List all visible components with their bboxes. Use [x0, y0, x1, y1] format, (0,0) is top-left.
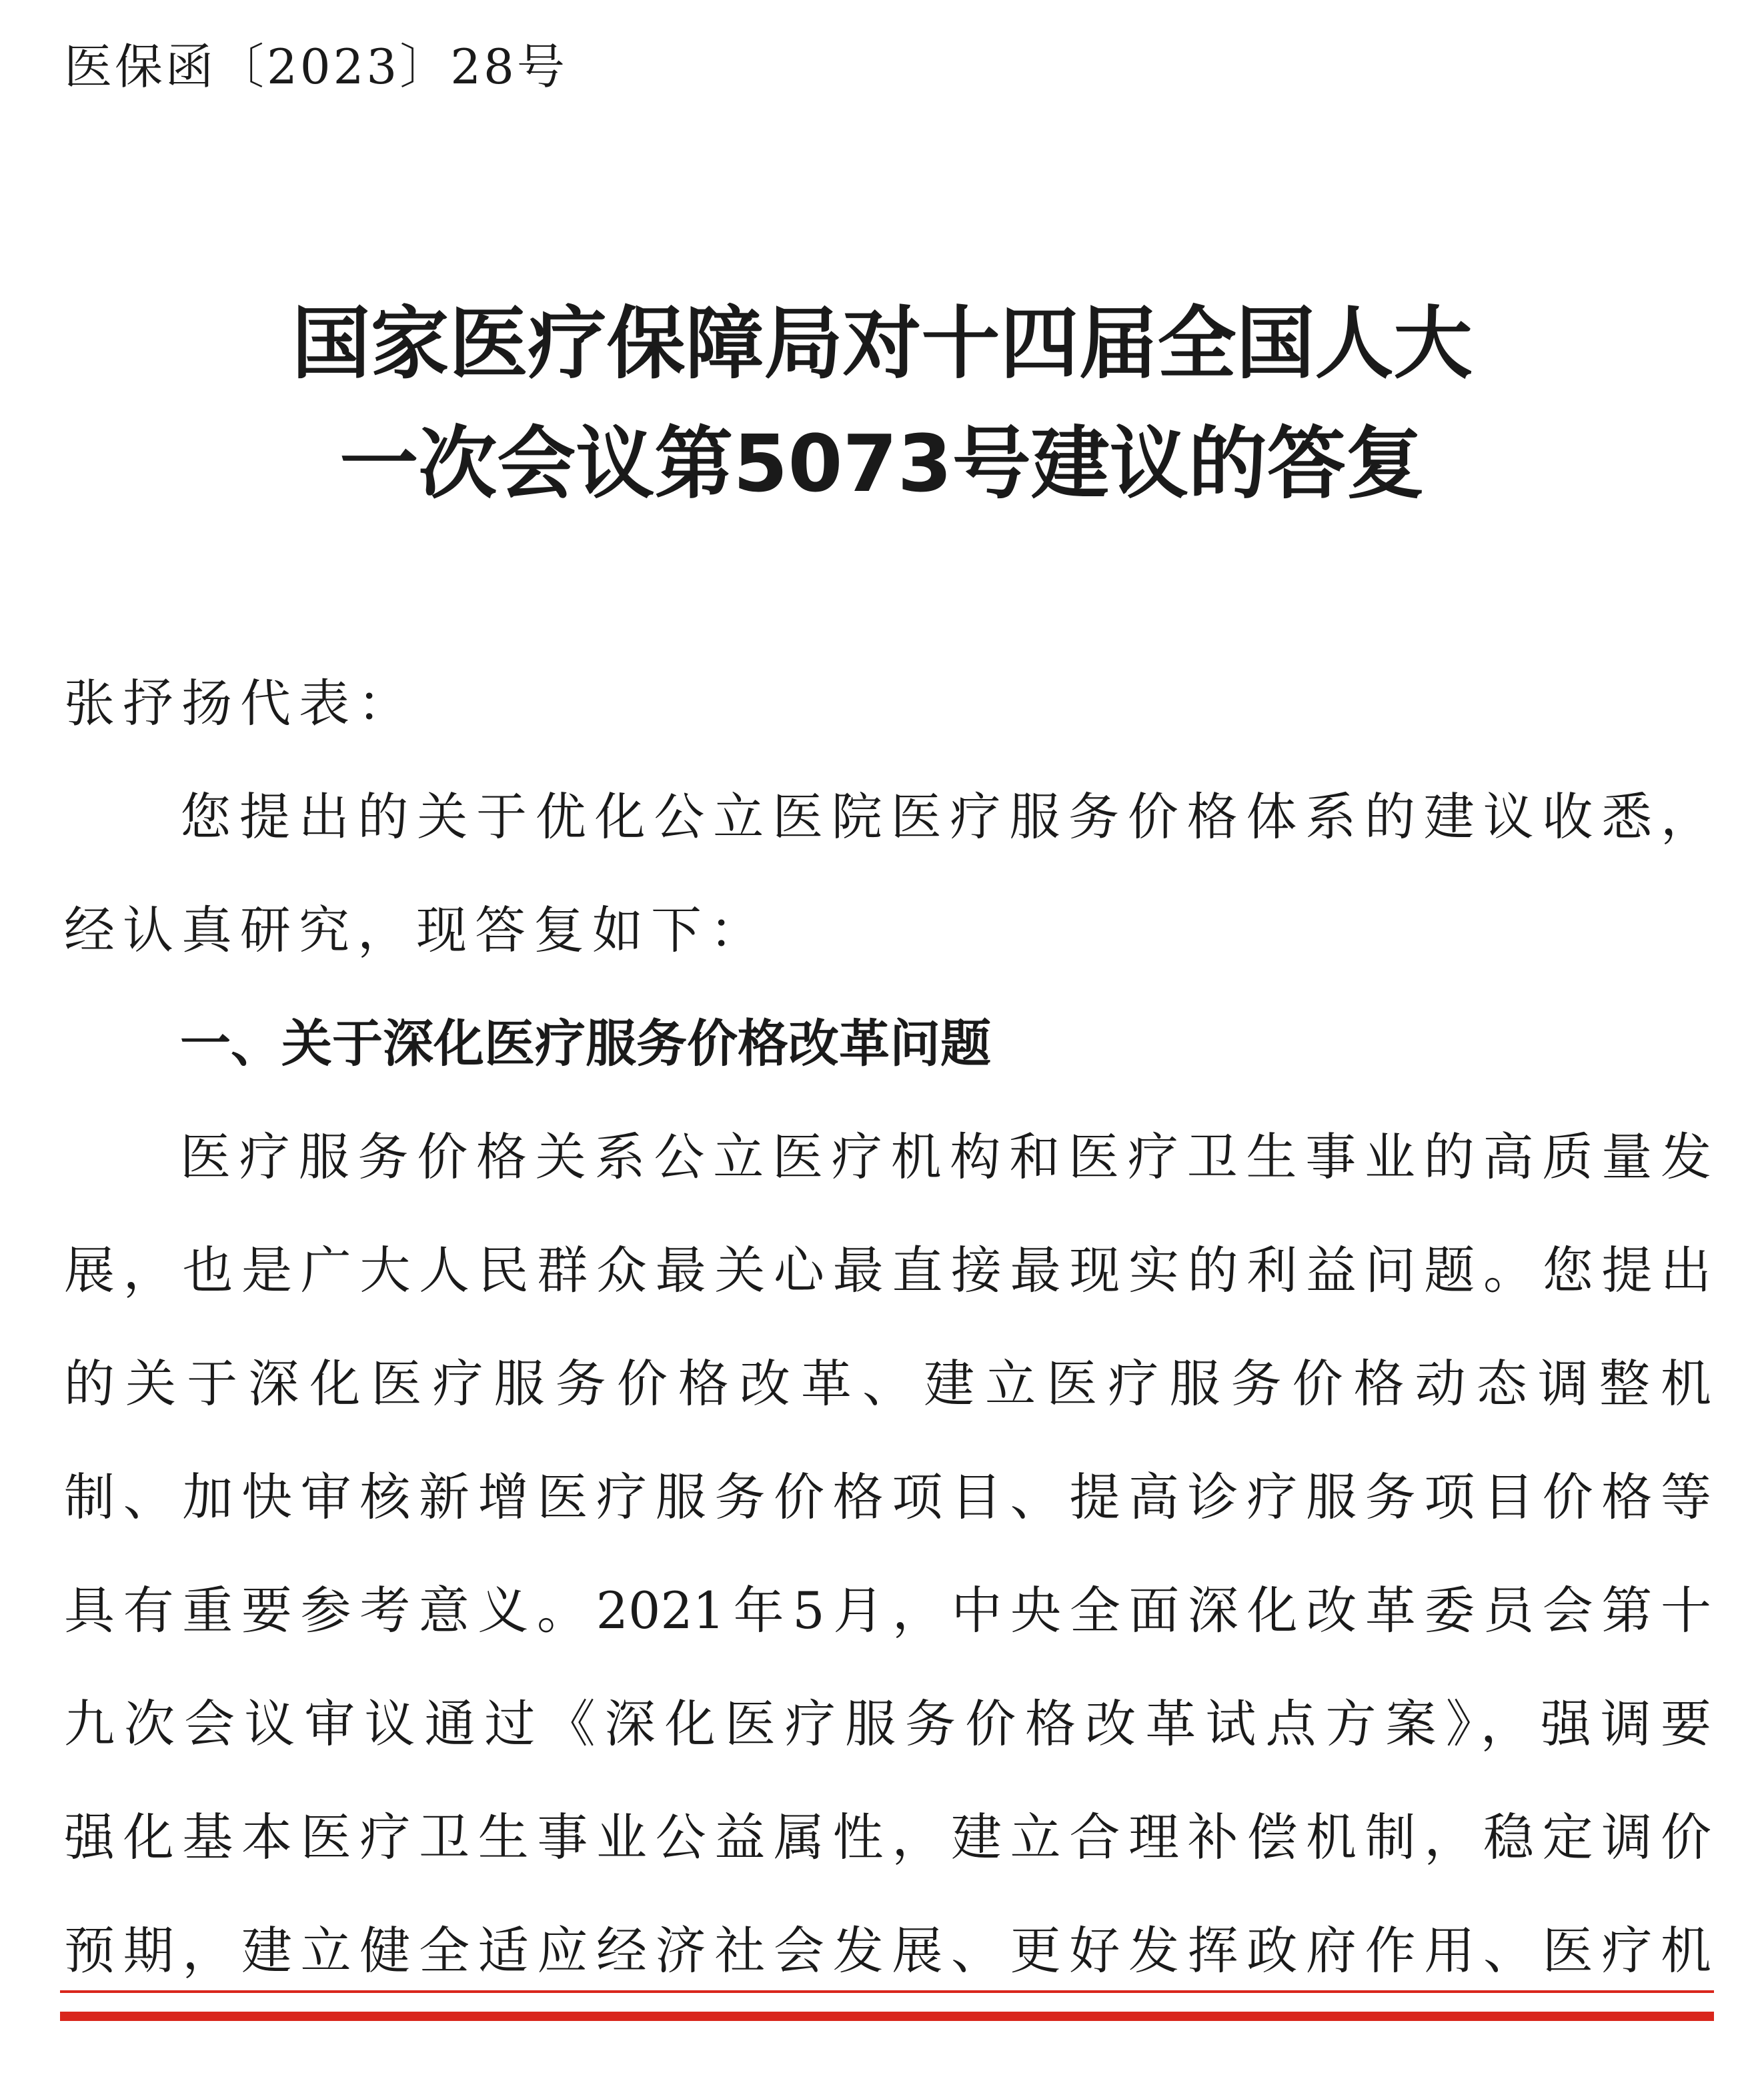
- document-title-line-2: 一次会议第5073号建议的答复: [339, 418, 1425, 510]
- body-line: 预期，建立健全适应经济社会发展、更好发挥政府作用、医疗机: [64, 1921, 1711, 1980]
- intro-line-1: 您提出的关于优化公立医院医疗服务价格体系的建议收悉，: [180, 787, 1711, 846]
- section-heading: 一、关于深化医疗服务价格改革问题: [180, 1014, 991, 1073]
- body-line: 的关于深化医疗服务价格改革、建立医疗服务价格动态调整机: [64, 1354, 1711, 1413]
- body-line: 制、加快审核新增医疗服务价格项目、提高诊疗服务项目价格等: [64, 1467, 1711, 1527]
- salutation: 张抒扬代表：: [64, 674, 416, 733]
- body-line: 九次会议审议通过《深化医疗服务价格改革试点方案》，强调要: [64, 1694, 1711, 1754]
- intro-line-2: 经认真研究，现答复如下：: [64, 900, 768, 960]
- document-title-line-1: 国家医疗保障局对十四届全国人大: [291, 297, 1473, 390]
- body-line: 强化基本医疗卫生事业公益属性，建立合理补偿机制，稳定调价: [64, 1808, 1711, 1867]
- red-divider-thick: [60, 2012, 1714, 2021]
- red-divider-thin: [60, 1990, 1714, 1993]
- body-line: 展，也是广大人民群众最关心最直接最现实的利益问题。您提出: [64, 1241, 1711, 1300]
- body-line: 具有重要参考意义。2021年5月，中央全面深化改革委员会第十: [64, 1581, 1711, 1640]
- document-number: 医保函〔2023〕28号: [64, 39, 568, 95]
- body-line: 医疗服务价格关系公立医疗机构和医疗卫生事业的高质量发: [180, 1127, 1711, 1187]
